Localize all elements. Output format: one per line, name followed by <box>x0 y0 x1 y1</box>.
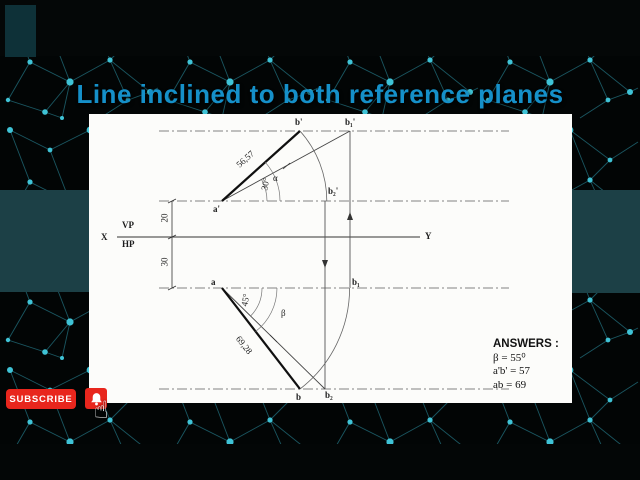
angle-beta: β <box>281 308 286 318</box>
front-view-line <box>222 131 300 201</box>
teal-band-right <box>572 190 640 293</box>
angle-alpha: α <box>273 173 278 183</box>
rotation-arc-front <box>300 131 327 201</box>
label-hp: HP <box>122 239 135 249</box>
length-top-view: 69,28 <box>233 333 255 357</box>
angle-arc-beta <box>256 288 277 332</box>
hand-pointer-icon: ☝ <box>94 396 109 424</box>
label-vp: VP <box>122 220 134 230</box>
midpoint-tick-top <box>270 335 277 342</box>
label-x: X <box>101 232 108 242</box>
engineering-drawing-panel <box>89 114 572 403</box>
subscribe-button[interactable] <box>6 389 76 409</box>
dim-30: 30 <box>159 257 170 267</box>
angle-phi: 45° <box>239 292 252 308</box>
subscribe-label: SUBSCRIBE <box>9 393 73 405</box>
angle-theta: 30° <box>259 176 272 192</box>
teal-corner-rect <box>5 5 36 57</box>
answer-top: ab = 69 <box>493 378 527 391</box>
top-view-line <box>222 288 300 389</box>
length-front-view: 56,57 <box>234 148 256 170</box>
teal-band-left <box>0 190 89 292</box>
label-a-top: a <box>211 277 216 287</box>
bottom-black-band <box>0 444 640 480</box>
label-a-front: a' <box>213 204 221 214</box>
label-b-front: b' <box>295 117 303 127</box>
label-b-top: b <box>296 392 302 402</box>
answer-beta: β = 55⁰ <box>493 351 526 364</box>
midpoint-tick-front <box>283 163 290 169</box>
angle-arc-phi <box>251 288 262 316</box>
label-b1-front: b₁' <box>345 117 356 127</box>
answer-front: a'b' = 57 <box>493 365 531 377</box>
top-black-band <box>0 0 640 56</box>
label-y: Y <box>425 231 432 241</box>
label-b2-top: b₂ <box>325 390 333 400</box>
answers-block <box>493 338 559 392</box>
answers-heading: ANSWERS : <box>493 338 559 350</box>
video-title: Line inclined to both reference planes <box>76 79 564 109</box>
arrow-down-projector <box>322 260 328 268</box>
label-b1-top: b₁ <box>352 277 360 287</box>
dim-20: 20 <box>159 213 170 223</box>
label-b2-front: b₂' <box>328 186 339 196</box>
arrow-up-projector <box>347 212 353 220</box>
